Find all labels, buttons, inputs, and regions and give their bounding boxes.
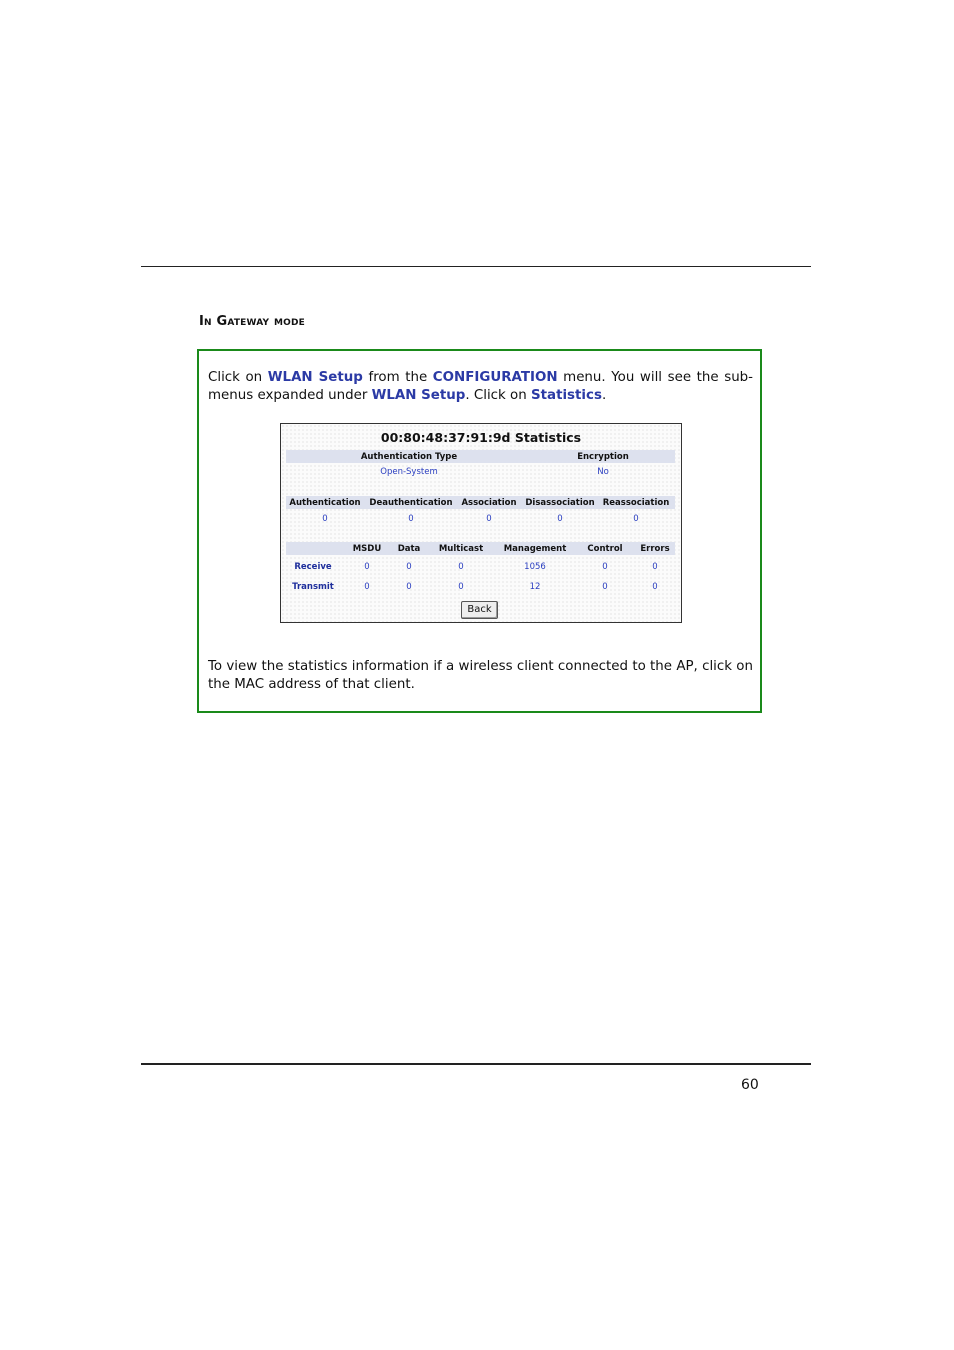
page-number: 60 — [741, 1077, 759, 1093]
reassociation-value: 0 — [633, 514, 639, 524]
management-header: Management — [503, 544, 567, 554]
text-part: . — [601, 388, 607, 403]
association-header: Association — [461, 498, 517, 508]
encryption-header: Encryption — [577, 452, 629, 462]
disassociation-value: 0 — [557, 514, 563, 524]
disassociation-header: Disassociation — [525, 498, 595, 508]
statistics-keyword: Statistics — [530, 388, 602, 403]
msdu-header: MSDU — [352, 544, 382, 554]
association-value: 0 — [486, 514, 492, 524]
footnote-paragraph: To view the statistics information if a wireless client connected to the AP, click on the MAC address of that client. — [208, 659, 753, 692]
transmit-data: 0 — [406, 582, 412, 592]
back-button[interactable]: Back — [461, 601, 498, 619]
transmit-errors: 0 — [652, 582, 658, 592]
control-header: Control — [587, 544, 623, 554]
section-heading: In Gateway mode — [199, 314, 306, 329]
receive-control: 0 — [602, 562, 608, 572]
receive-errors: 0 — [652, 562, 658, 572]
statistics-screenshot — [280, 423, 682, 623]
footer-rule — [141, 1063, 811, 1065]
text-part: Click on — [208, 370, 268, 385]
data-header: Data — [397, 544, 421, 554]
statistics-title: 00:80:48:37:91:9d Statistics — [380, 430, 582, 445]
text-part: . Click on — [465, 388, 531, 403]
auth-type-value: Open-System — [380, 467, 438, 477]
header-rule — [141, 266, 811, 267]
instruction-box — [197, 349, 762, 713]
wlan-setup-keyword: WLAN Setup — [371, 388, 466, 403]
multicast-header: Multicast — [438, 544, 484, 554]
deauthentication-header: Deauthentication — [369, 498, 453, 508]
text-part: menu. You will see the sub-menus expanded under — [208, 370, 754, 403]
transmit-msdu: 0 — [364, 582, 370, 592]
deauthentication-value: 0 — [408, 514, 414, 524]
text-part: from the — [362, 370, 433, 385]
errors-header: Errors — [640, 544, 670, 554]
authentication-header: Authentication — [289, 498, 361, 508]
receive-data: 0 — [406, 562, 412, 572]
receive-msdu: 0 — [364, 562, 370, 572]
configuration-keyword: CONFIGURATION — [432, 370, 558, 385]
reassociation-header: Reassociation — [602, 498, 670, 508]
transmit-multicast: 0 — [458, 582, 464, 592]
encryption-value: No — [597, 467, 609, 477]
receive-multicast: 0 — [458, 562, 464, 572]
wlan-setup-keyword: WLAN Setup — [267, 370, 363, 385]
receive-management: 1056 — [524, 562, 546, 572]
authentication-value: 0 — [322, 514, 328, 524]
instruction-paragraph — [208, 369, 753, 405]
auth-type-header: Authentication Type — [360, 452, 458, 462]
transmit-management: 12 — [529, 582, 541, 592]
receive-row-label: Receive — [294, 562, 332, 572]
transmit-row-label: Transmit — [292, 582, 334, 592]
transmit-control: 0 — [602, 582, 608, 592]
